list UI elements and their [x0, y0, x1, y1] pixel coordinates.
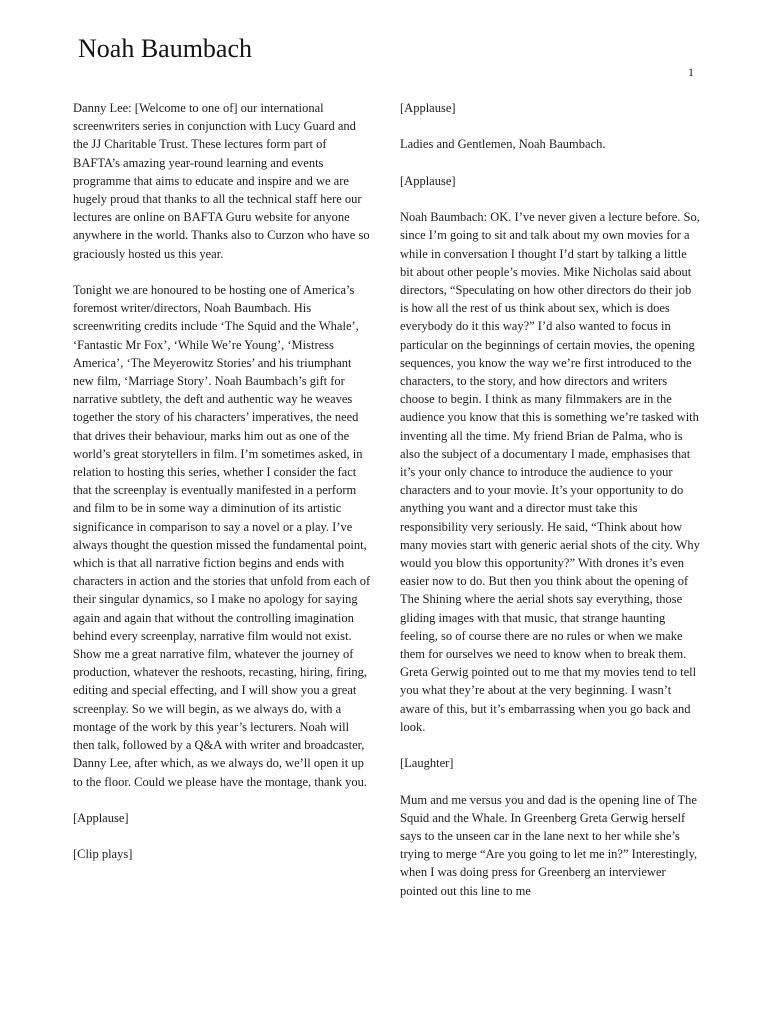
paragraph: Noah Baumbach: OK. I’ve never given a lecture before. So, since I’m going to sit and talk about my own movies for a while in conversation I thought I’d start by talking a little bit about other people’s movies. Mike Nicholas said about directors, “Speculating on how other directors do their job is how all the rest of us think about sex, which is does everybody do it this way?” I’d also wanted to focus in particular on the beginnings of certain movies, the opening sequences, you know the way we’re first introduced to the characters, to the story, and how directors and writers choose to begin. I think as many filmmakers are in the audience you know that this is something we’re tasked with inventing all the time. My friend Brian de Palma, who is also the subject of a documentary I made, emphasises that it’s your only chance to introduce the audience to your characters and to your movie. It’s your opportunity to do anything you want and a director must take this responsibility very seriously. He said, “Think about how many movies start with generic aerial shots of the city. Why would you blow this opportunity?” With drones it’s even easier now to do. But then you think about the opening of The Shining where the aerial shots say everything, those gliding images with that music, that strange haunting feeling, so of course there are no rules or when we make them for ourselves we need to know when to break them. Greta Gerwig pointed out to me that my movies tend to tell you what they’re about at the very beginning. I wasn’t aware of this, but it’s embarrassing when you go back and look. — [400, 210, 700, 734]
paragraph: [Clip plays] — [73, 847, 133, 862]
left-text-column — [73, 99, 373, 882]
paragraph: Danny Lee: [Welcome to one of] our international screenwriters series in conjunction with Lucy Guard and the JJ Charitable Trust. These lectures form part of BAFTA’s amazing year-round learning and events programme that aims to educate and inspire and we are hugely proud that thanks to all the technical staff here our lectures are online on BAFTA Guru website for anyone anywhere in the world. Thanks also to Curzon who have so graciously hosted us this year. — [73, 101, 370, 261]
paragraph: [Applause] — [400, 173, 456, 188]
paragraph: [Applause] — [400, 101, 456, 115]
paragraph: [Laughter] — [400, 756, 454, 771]
paragraph: Tonight we are honoured to be hosting one of America’s foremost writer/directors, Noah Baumbach. His screenwriting credits include ‘The Squid and the Whale’, ‘Fantastic Mr Fox’, ‘While We’re Young’, ‘Mistress America’, ‘The Meyerowitz Stories’ and his triumphant new film, ‘Marriage Story’. Noah Baumbach’s gift for narrative subtlety, the deft and authentic way he weaves together the story of his characters’ imperatives, the need that drives their behaviour, marks him out as one of the world’s great storytellers in film. I’m sometimes asked, in relation to hosting this series, whether I consider the fact that the screenplay is eventually manifested in a perform and film to be in some way a diminution of its artistic significance in comparison to say a novel or a play. I’ve always thought the question missed the fundamental point, which is that all narrative fiction begins and ends with characters in action and the stories that unfold from each of their singular dynamics, so I make no apology for saying again and again that without the controlling imagination behind every screenplay, narrative film would not exist. Show me a great narrative film, whatever the journey of production, whatever the reshoots, recasting, hiring, firing, editing and special effecting, and I will show you a great screenplay. So we will begin, as we always do, with a montage of the work by this year’s lecturers. Noah will then talk, followed by a Q&A with writer and broadcaster, Danny Lee, after which, as we always do, we’ll open it up to the floor. Could we please have the montage, thank you. — [73, 283, 371, 789]
paragraph: [Applause] — [73, 810, 129, 825]
paragraph: Ladies and Gentlemen, Noah Baumbach. — [400, 137, 606, 152]
right-text-column — [400, 99, 700, 918]
page-number: 1 — [688, 65, 694, 79]
paragraph: Mum and me versus you and dad is the opening line of The Squid and the Whale. In Greenberg Greta Gerwig herself says to the unseen car in the lane next to her while she’s trying to merge “Are you going to let me in?” Interestingly, when I was doing press for Greenberg an interviewer pointed out this line to me — [400, 792, 698, 898]
document-title: Noah Baumbach — [78, 34, 253, 63]
